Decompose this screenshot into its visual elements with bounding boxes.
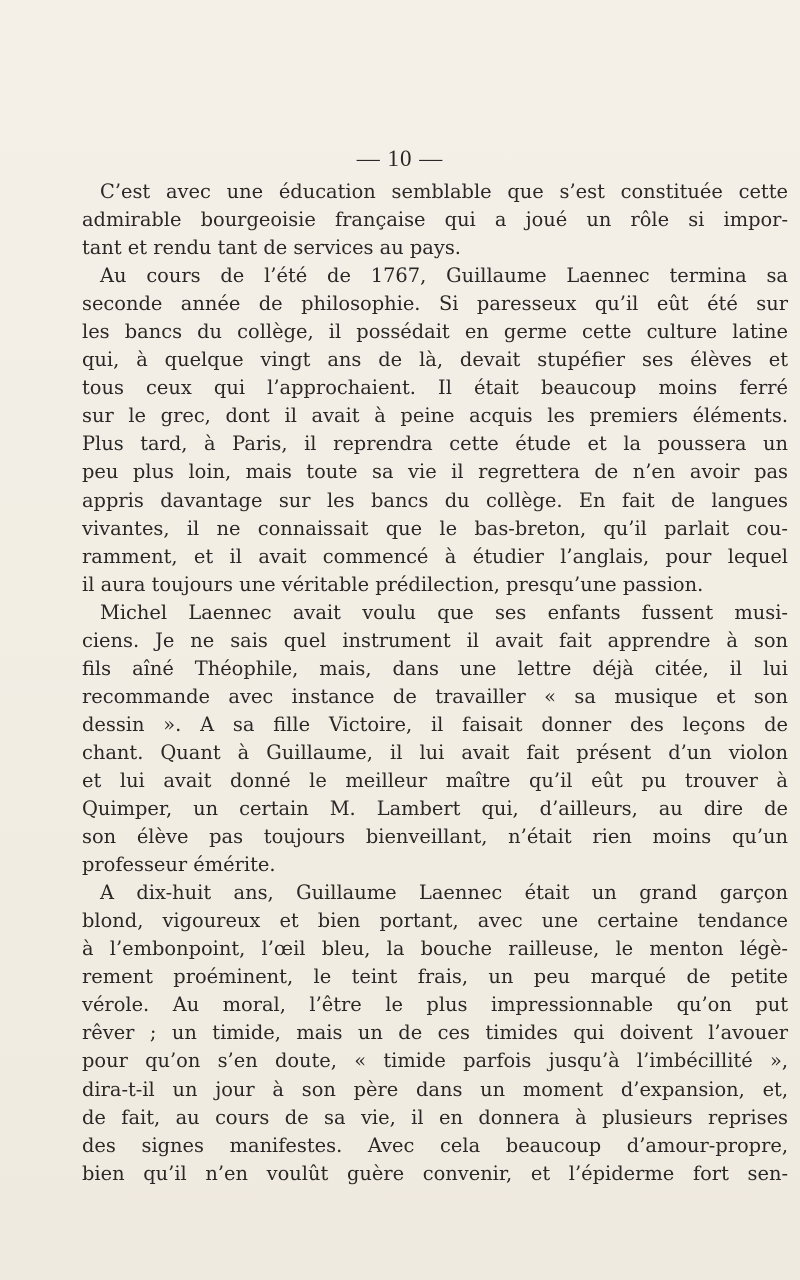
text-line: peu plus loin, mais toute sa vie il regrettera de n’en avoir pas	[82, 460, 788, 484]
text-line: Au cours de l’été de 1767, Guillaume Laennec termina sa	[100, 264, 788, 288]
text-line: rement proéminent, le teint frais, un peu marqué de petite	[82, 965, 788, 989]
text-line: des signes manifestes. Avec cela beaucoup d’amour-propre,	[82, 1133, 788, 1157]
text-line: sur le grec, dont il avait à peine acquis les premiers éléments.	[82, 404, 788, 428]
text-line: Michel Laennec avait voulu que ses enfants fussent musi-	[100, 600, 788, 624]
text-line: A dix-huit ans, Guillaume Laennec était un grand garçon	[100, 881, 788, 905]
text-line: tous ceux qui l’approchaient. Il était beaucoup moins ferré	[82, 376, 788, 400]
body-text	[82, 178, 788, 1188]
text-line: et lui avait donné le meilleur maître qu’il eût pu trouver à	[82, 768, 788, 792]
text-line: pour qu’on s’en doute, « timide parfois jusqu’à l’imbécillité »,	[82, 1049, 788, 1073]
text-line: Quimper, un certain M. Lambert qui, d’ailleurs, au dire de	[82, 797, 788, 821]
text-line: les bancs du collège, il possédait en germe cette culture latine	[82, 320, 788, 344]
text-line: dira-t-il un jour à son père dans un moment d’expansion, et,	[82, 1077, 788, 1101]
text-line: chant. Quant à Guillaume, il lui avait fait présent d’un violon	[82, 740, 788, 764]
text-line: vérole. Au moral, l’être le plus impressionnable qu’on put	[82, 993, 788, 1017]
text-line: Plus tard, à Paris, il reprendra cette étude et la poussera un	[82, 432, 788, 456]
text-line: vivantes, il ne connaissait que le bas-breton, qu’il parlait cou-	[82, 516, 788, 540]
text-line: qui, à quelque vingt ans de là, devait stupéfier ses élèves et	[82, 348, 788, 372]
page-number: — 10 —	[356, 146, 444, 171]
text-line: ramment, et il avait commencé à étudier l’anglais, pour lequel	[82, 544, 788, 568]
text-line: bien qu’il n’en voulût guère convenir, et l’épiderme fort sen-	[82, 1161, 788, 1185]
text-line: rêver ; un timide, mais un de ces timides qui doivent l’avouer	[82, 1021, 788, 1045]
text-line: tant et rendu tant de services au pays.	[82, 236, 461, 260]
text-line: il aura toujours une véritable prédilection, presqu’une passion.	[82, 572, 704, 596]
text-line: C’est avec une éducation semblable que s’est constituée cette	[100, 180, 788, 203]
text-line: son élève pas toujours bienveillant, n’était rien moins qu’un	[82, 825, 788, 849]
text-line: à l’embonpoint, l’œil bleu, la bouche railleuse, le menton légè-	[82, 937, 788, 961]
text-line: de fait, au cours de sa vie, il en donnera à plusieurs reprises	[82, 1105, 788, 1129]
text-line: fils aîné Théophile, mais, dans une lettre déjà citée, il lui	[82, 656, 788, 680]
text-line: blond, vigoureux et bien portant, avec une certaine tendance	[82, 909, 788, 933]
text-line: ciens. Je ne sais quel instrument il avait fait apprendre à son	[82, 628, 788, 652]
text-line: seconde année de philosophie. Si paresseux qu’il eût été sur	[82, 292, 788, 316]
text-line: professeur émérite.	[82, 853, 276, 877]
text-line: dessin ». A sa fille Victoire, il faisait donner des leçons de	[82, 712, 788, 736]
text-line: appris davantage sur les bancs du collège. En fait de langues	[82, 488, 788, 512]
text-line: recommande avec instance de travailler « sa musique et son	[82, 684, 788, 708]
text-line: admirable bourgeoisie française qui a joué un rôle si impor-	[82, 208, 788, 232]
